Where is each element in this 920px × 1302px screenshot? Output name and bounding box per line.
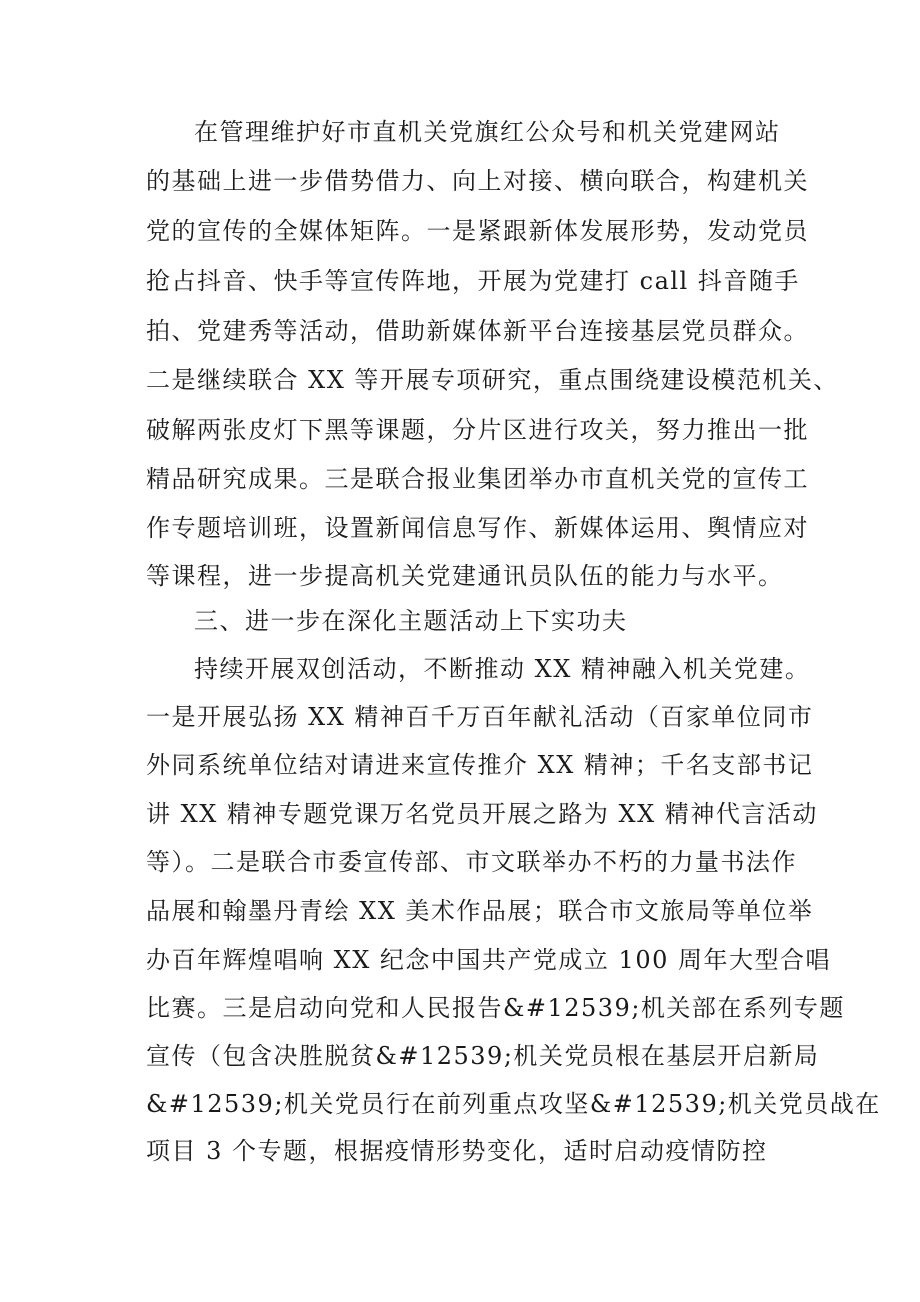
paragraph-line: 讲 XX 精神专题党课万名党员开展之路为 XX 精神代言活动	[146, 800, 818, 828]
paragraph-line: 宣传（包含决胜脱贫&#12539;机关党员根在基层开启新局	[146, 1042, 820, 1070]
paragraph-line: 拍、党建秀等活动，借助新媒体新平台连接基层党员群众。	[146, 317, 809, 345]
paragraph-line: 精品研究成果。三是联合报业集团举办市直机关党的宣传工	[146, 465, 809, 493]
paragraph-line: 破解两张皮灯下黑等课题，分片区进行攻关，努力推出一批	[146, 416, 809, 444]
paragraph-line: 等）。二是联合市委宣传部、市文联举办不朽的力量书法作	[146, 848, 797, 876]
paragraph-line: 外同系统单位结对请进来宣传推介 XX 精神；千名支部书记	[146, 751, 814, 779]
paragraph-line: 品展和翰墨丹青绘 XX 美术作品展；联合市文旅局等单位举	[146, 897, 814, 925]
paragraph-line: 的基础上进一步借势借力、向上对接、横向联合，构建机关	[146, 167, 809, 195]
paragraph-line: 在管理维护好市直机关党旗红公众号和机关党建网站	[194, 118, 781, 146]
paragraph-line: 项目 3 个专题，根据疫情形势变化，适时启动疫情防控	[146, 1137, 768, 1165]
paragraph-line: 办百年辉煌唱响 XX 纪念中国共产党成立 100 周年大型合唱	[146, 946, 831, 974]
paragraph-line: 二是继续联合 XX 等开展专项研究，重点围绕建设模范机关、	[146, 366, 839, 394]
paragraph-line: 一是开展弘扬 XX 精神百千万百年献礼活动（百家单位同市	[146, 703, 814, 731]
paragraph-line: 比赛。三是启动向党和人民报告&#12539;机关部在系列专题	[146, 994, 845, 1022]
paragraph-line: &#12539;机关党员行在前列重点攻坚&#12539;机关党员战在	[146, 1090, 881, 1118]
paragraph-line: 抢占抖音、快手等宣传阵地，开展为党建打 call 抖音随手	[146, 267, 800, 295]
paragraph-line: 党的宣传的全媒体矩阵。一是紧跟新体发展形势，发动党员	[146, 217, 809, 245]
paragraph-line: 作专题培训班，设置新闻信息写作、新媒体运用、舆情应对	[146, 514, 809, 542]
paragraph-line: 等课程，进一步提高机关党建通讯员队伍的能力与水平。	[146, 562, 784, 590]
paragraph-line: 持续开展双创活动，不断推动 XX 精神融入机关党建。	[194, 655, 811, 683]
section-heading: 三、进一步在深化主题活动上下实功夫	[194, 607, 628, 635]
